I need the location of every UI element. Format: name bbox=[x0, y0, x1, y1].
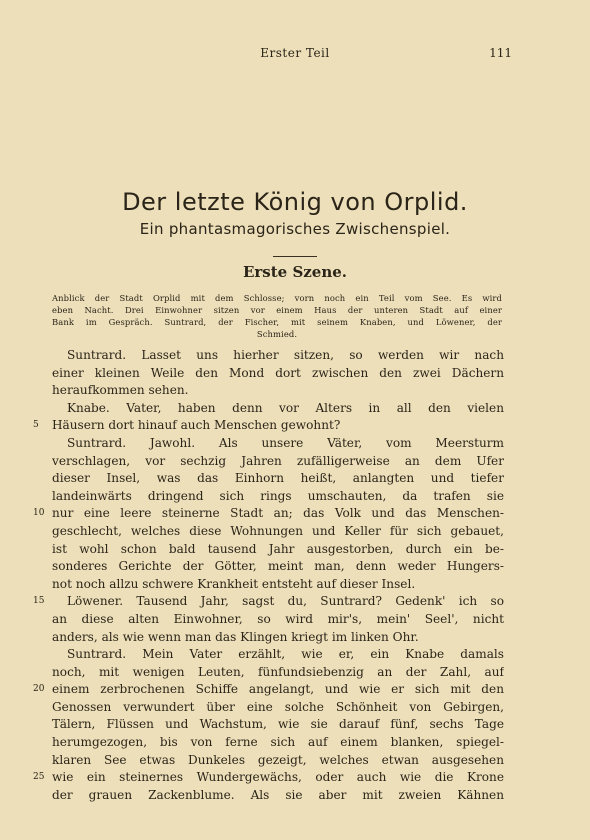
line-number: 25 bbox=[33, 772, 45, 783]
text-line: Suntrard. Lasset uns hierher sitzen, so werden wir nach bbox=[67, 348, 504, 362]
title-rule bbox=[273, 256, 317, 257]
text-line: der grauen Zackenblume. Als sie aber mit zweien Kähnen bbox=[52, 787, 504, 802]
line-number: 5 bbox=[33, 420, 39, 431]
text-line: verschlagen, vor sechzig Jahren zufälligerweise an dem Ufer bbox=[52, 453, 504, 468]
text-line: noch, mit wenigen Leuten, fünfundsiebenzig an der Zahl, auf bbox=[52, 664, 504, 679]
text-line: einem zerbrochenen Schiffe angelangt, und wie er sich mit den bbox=[52, 682, 504, 697]
text-line: anders, als wie wenn man das Klingen kriegt im linken Ohr. bbox=[52, 629, 419, 644]
text-line: klaren See etwas Dunkeles gezeigt, welches etwan ausgesehen bbox=[52, 752, 504, 767]
text-line: Suntrard. Mein Vater erzählt, wie er, ein Knabe damals bbox=[67, 647, 504, 662]
line-number: 20 bbox=[33, 684, 45, 695]
text-line: landeinwärts dringend sich rings umschauten, da trafen sie bbox=[52, 488, 504, 503]
play-title: Der letzte König von Orplid. bbox=[122, 188, 468, 216]
running-head-part: Erster Teil bbox=[260, 46, 330, 60]
stage-direction-line: Anblick der Stadt Orplid mit dem Schlosse; vorn noch ein Teil vom See. Es wird bbox=[52, 293, 502, 303]
line-number: 10 bbox=[33, 508, 45, 519]
play-subtitle: Ein phantasmagorisches Zwischenspiel. bbox=[139, 220, 451, 238]
text-line: heraufkommen sehen. bbox=[52, 383, 189, 398]
text-line: an diese alten Einwohner, so wird mir's, mein' Seel', nicht bbox=[52, 611, 504, 626]
title-block bbox=[0, 188, 590, 257]
page-number: 111 bbox=[489, 46, 512, 60]
text-line: sonderes Gerichte der Götter, meint man, denn weder Hungers- bbox=[52, 559, 504, 574]
text-line: Häusern dort hinauf auch Menschen gewohnt? bbox=[52, 418, 341, 433]
text-line: geschlecht, welches diese Wohnungen und Keller für sich gebauet, bbox=[52, 523, 504, 538]
text-line: Genossen verwundert über eine solche Schönheit von Gebirgen, bbox=[52, 699, 504, 714]
stage-direction-line: Schmied. bbox=[256, 329, 298, 339]
text-line: ist wohl schon bald tausend Jahr ausgestorben, durch ein be- bbox=[52, 541, 504, 556]
text-line: herumgezogen, bis von ferne sich auf einem blanken, spiegel- bbox=[52, 735, 504, 750]
line-number-column bbox=[0, 347, 60, 787]
line-number: 15 bbox=[33, 596, 45, 607]
stage-direction-line: eben Nacht. Drei Einwohner sitzen vor einem Haus der unteren Stadt auf einer bbox=[52, 305, 502, 315]
text-line: einer kleinen Weile den Mond dort zwischen den zwei Dächern bbox=[52, 365, 504, 380]
stage-direction-line: Bank im Gespräch. Suntrard, der Fischer, mit seinem Knaben, und Löwener, der bbox=[52, 317, 502, 327]
text-line: wie ein steinernes Wundergewächs, oder auch wie die Krone bbox=[52, 770, 504, 785]
scene-heading: Erste Szene. bbox=[242, 263, 348, 281]
stage-direction bbox=[52, 292, 502, 340]
text-line: not noch allzu schwere Krankheit entsteht auf dieser Insel. bbox=[52, 576, 416, 591]
running-head bbox=[0, 46, 590, 66]
text-line: dieser Insel, was das Einhorn heißt, anlangten und tiefer bbox=[52, 471, 504, 486]
dialogue-text bbox=[52, 347, 504, 804]
text-line: Löwener. Tausend Jahr, sagst du, Suntrard? Gedenk' ich so bbox=[67, 594, 504, 609]
text-line: Suntrard. Jawohl. Als unsere Väter, vom Meersturm bbox=[67, 435, 504, 450]
text-line: Knabe. Vater, haben denn vor Alters in all den vielen bbox=[67, 400, 504, 415]
text-line: Tälern, Flüssen und Wachstum, wie sie darauf fünf, sechs Tage bbox=[52, 717, 504, 732]
text-line: nur eine leere steinerne Stadt an; das Volk und das Menschen- bbox=[52, 506, 504, 521]
